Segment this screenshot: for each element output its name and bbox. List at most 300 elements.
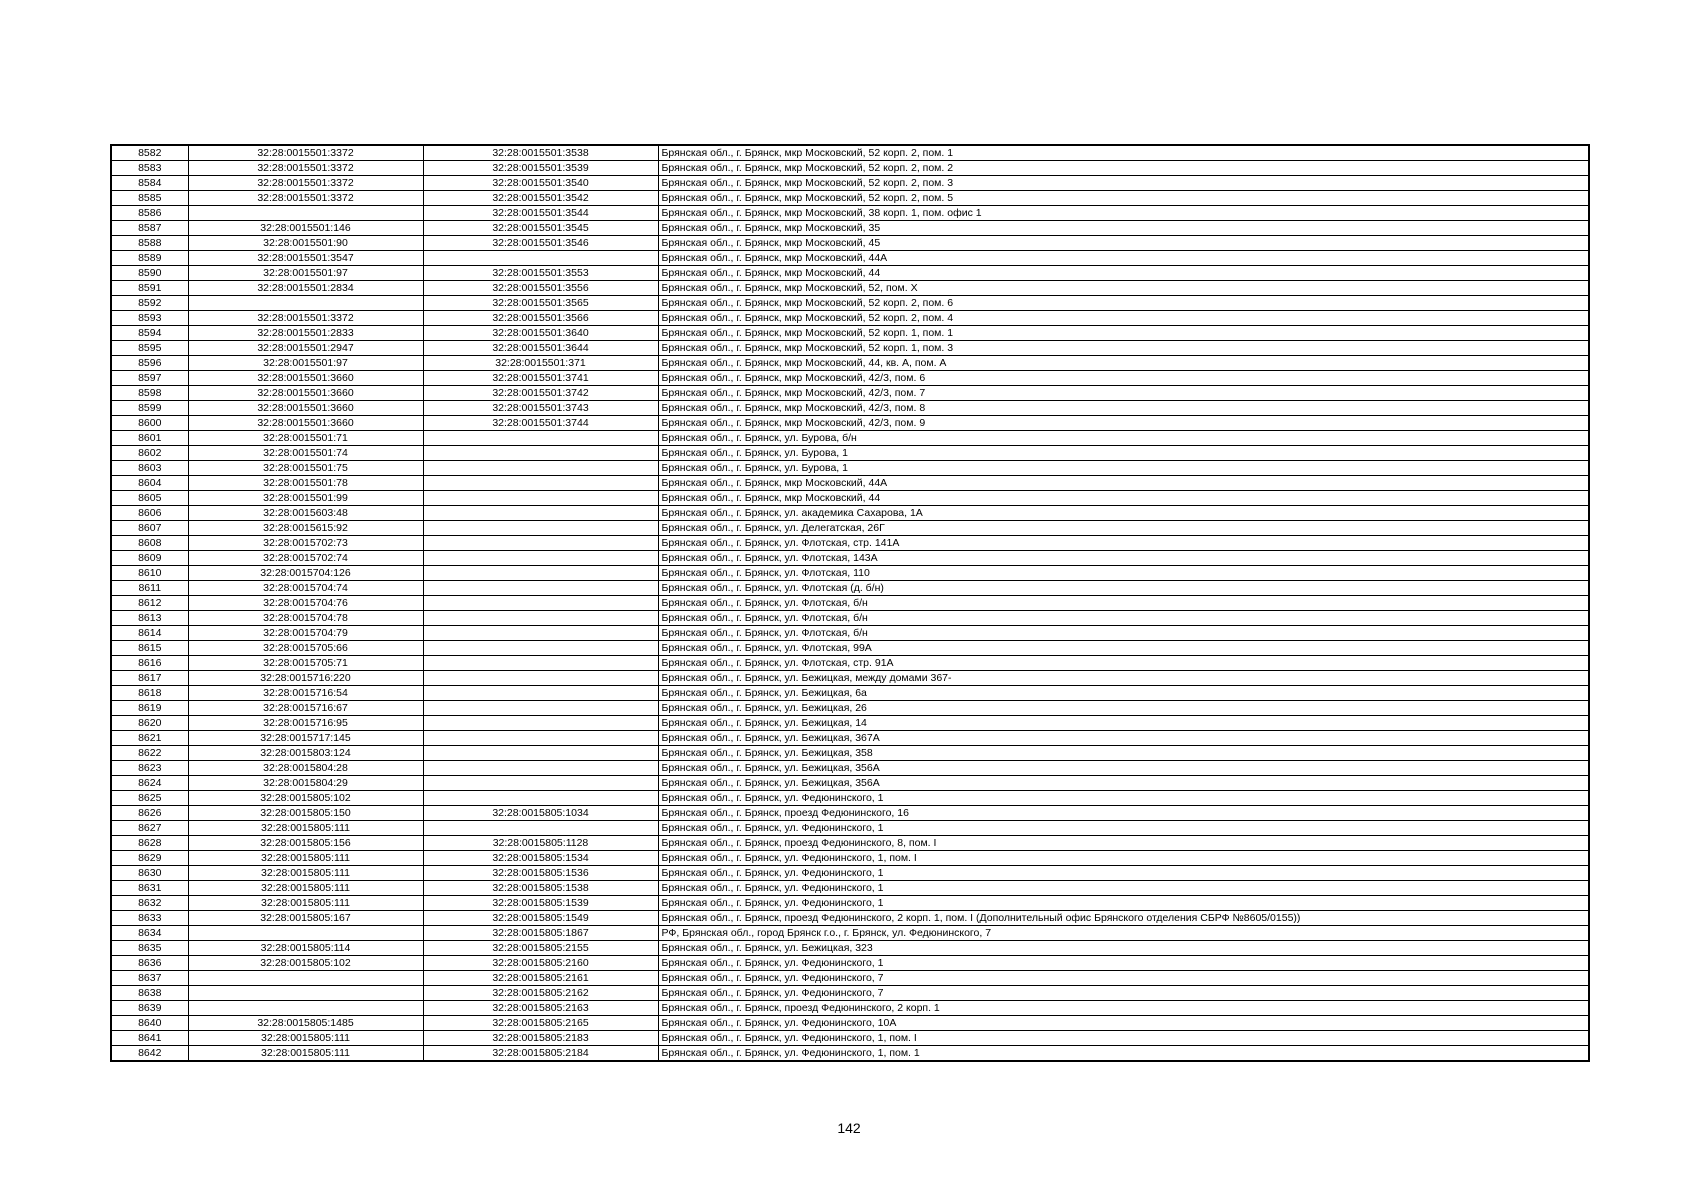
- parent-cadastral-number-cell: 32:28:0015501:2834: [188, 281, 423, 296]
- address-cell: Брянская обл., г. Брянск, ул. Федюнинского, 1: [658, 791, 1589, 806]
- cadastral-number-cell: [423, 731, 658, 746]
- parent-cadastral-number-cell: 32:28:0015804:29: [188, 776, 423, 791]
- parent-cadastral-number-cell: [188, 296, 423, 311]
- parent-cadastral-number-cell: 32:28:0015501:3372: [188, 311, 423, 326]
- cadastral-number-cell: [423, 446, 658, 461]
- parent-cadastral-number-cell: 32:28:0015501:90: [188, 236, 423, 251]
- cadastral-number-cell: [423, 791, 658, 806]
- address-cell: Брянская обл., г. Брянск, ул. Бурова, 1: [658, 461, 1589, 476]
- address-cell: Брянская обл., г. Брянск, ул. Флотская, стр. 91А: [658, 656, 1589, 671]
- parent-cadastral-number-cell: 32:28:0015603:48: [188, 506, 423, 521]
- address-cell: Брянская обл., г. Брянск, ул. Федюнинского, 1, пом. I: [658, 851, 1589, 866]
- cadastral-number-cell: 32:28:0015501:3640: [423, 326, 658, 341]
- address-cell: Брянская обл., г. Брянск, ул. Федюнинского, 7: [658, 986, 1589, 1001]
- table-row: [111, 671, 1589, 686]
- address-cell: Брянская обл., г. Брянск, проезд Федюнинского, 16: [658, 806, 1589, 821]
- parent-cadastral-number-cell: [188, 971, 423, 986]
- table-row: [111, 731, 1589, 746]
- parent-cadastral-number-cell: 32:28:0015805:111: [188, 851, 423, 866]
- row-number-cell: 8589: [111, 251, 188, 266]
- table-row: [111, 311, 1589, 326]
- parent-cadastral-number-cell: 32:28:0015805:1485: [188, 1016, 423, 1031]
- row-number-cell: 8617: [111, 671, 188, 686]
- table-row: [111, 956, 1589, 971]
- table-row: [111, 926, 1589, 941]
- row-number-cell: 8619: [111, 701, 188, 716]
- parent-cadastral-number-cell: 32:28:0015501:3547: [188, 251, 423, 266]
- table-row: [111, 941, 1589, 956]
- cadastral-number-cell: 32:28:0015805:2160: [423, 956, 658, 971]
- parent-cadastral-number-cell: 32:28:0015501:75: [188, 461, 423, 476]
- cadastral-number-cell: [423, 566, 658, 581]
- table-row: [111, 266, 1589, 281]
- cadastral-number-cell: 32:28:0015501:3544: [423, 206, 658, 221]
- cadastral-number-cell: 32:28:0015501:3744: [423, 416, 658, 431]
- row-number-cell: 8586: [111, 206, 188, 221]
- row-number-cell: 8629: [111, 851, 188, 866]
- parent-cadastral-number-cell: 32:28:0015804:28: [188, 761, 423, 776]
- cadastral-number-cell: 32:28:0015805:1034: [423, 806, 658, 821]
- cadastral-number-cell: [423, 671, 658, 686]
- table-row: [111, 401, 1589, 416]
- address-cell: Брянская обл., г. Брянск, проезд Федюнинского, 2 корп. 1: [658, 1001, 1589, 1016]
- cadastral-number-cell: [423, 686, 658, 701]
- row-number-cell: 8634: [111, 926, 188, 941]
- address-cell: Брянская обл., г. Брянск, мкр Московский, 38 корп. 1, пом. офис 1: [658, 206, 1589, 221]
- address-cell: Брянская обл., г. Брянск, ул. Федюнинского, 1: [658, 866, 1589, 881]
- row-number-cell: 8625: [111, 791, 188, 806]
- cadastral-number-cell: [423, 641, 658, 656]
- row-number-cell: 8607: [111, 521, 188, 536]
- parent-cadastral-number-cell: 32:28:0015716:220: [188, 671, 423, 686]
- table-row: [111, 161, 1589, 176]
- table-row: [111, 176, 1589, 191]
- cadastral-number-cell: 32:28:0015805:1128: [423, 836, 658, 851]
- table-row: [111, 446, 1589, 461]
- parent-cadastral-number-cell: 32:28:0015501:2833: [188, 326, 423, 341]
- table-row: [111, 221, 1589, 236]
- cadastral-number-cell: 32:28:0015501:3565: [423, 296, 658, 311]
- table-row: [111, 776, 1589, 791]
- table-row: [111, 206, 1589, 221]
- row-number-cell: 8594: [111, 326, 188, 341]
- address-cell: Брянская обл., г. Брянск, ул. Бежицкая, 323: [658, 941, 1589, 956]
- table-row: [111, 866, 1589, 881]
- table-row: [111, 145, 1589, 161]
- cadastral-number-cell: 32:28:0015501:3743: [423, 401, 658, 416]
- table-row: [111, 191, 1589, 206]
- address-cell: Брянская обл., г. Брянск, ул. Бурова, 1: [658, 446, 1589, 461]
- row-number-cell: 8598: [111, 386, 188, 401]
- row-number-cell: 8595: [111, 341, 188, 356]
- row-number-cell: 8591: [111, 281, 188, 296]
- parent-cadastral-number-cell: 32:28:0015805:102: [188, 791, 423, 806]
- table-row: [111, 986, 1589, 1001]
- parent-cadastral-number-cell: 32:28:0015702:74: [188, 551, 423, 566]
- table-row: [111, 1001, 1589, 1016]
- parent-cadastral-number-cell: [188, 926, 423, 941]
- cadastral-number-cell: 32:28:0015501:3540: [423, 176, 658, 191]
- address-cell: Брянская обл., г. Брянск, ул. Федюнинского, 1, пом. I: [658, 1031, 1589, 1046]
- address-cell: Брянская обл., г. Брянск, ул. Флотская, 110: [658, 566, 1589, 581]
- table-row: [111, 746, 1589, 761]
- address-cell: Брянская обл., г. Брянск, ул. Федюнинского, 7: [658, 971, 1589, 986]
- row-number-cell: 8637: [111, 971, 188, 986]
- cadastral-number-cell: [423, 251, 658, 266]
- table-row: [111, 326, 1589, 341]
- table-row: [111, 236, 1589, 251]
- cadastral-number-cell: 32:28:0015501:3545: [423, 221, 658, 236]
- address-cell: Брянская обл., г. Брянск, ул. Флотская, 143А: [658, 551, 1589, 566]
- row-number-cell: 8601: [111, 431, 188, 446]
- table-row: [111, 641, 1589, 656]
- parent-cadastral-number-cell: 32:28:0015805:111: [188, 896, 423, 911]
- cadastral-number-cell: [423, 596, 658, 611]
- cadastral-number-cell: [423, 521, 658, 536]
- row-number-cell: 8602: [111, 446, 188, 461]
- table-row: [111, 581, 1589, 596]
- address-cell: Брянская обл., г. Брянск, мкр Московский, 44А: [658, 251, 1589, 266]
- parent-cadastral-number-cell: 32:28:0015717:145: [188, 731, 423, 746]
- parent-cadastral-number-cell: 32:28:0015702:73: [188, 536, 423, 551]
- address-cell: Брянская обл., г. Брянск, мкр Московский, 35: [658, 221, 1589, 236]
- table-row: [111, 701, 1589, 716]
- parent-cadastral-number-cell: 32:28:0015805:111: [188, 821, 423, 836]
- address-cell: Брянская обл., г. Брянск, мкр Московский, 42/3, пом. 6: [658, 371, 1589, 386]
- parent-cadastral-number-cell: [188, 1001, 423, 1016]
- address-cell: Брянская обл., г. Брянск, ул. Федюнинского, 1: [658, 821, 1589, 836]
- table-row: [111, 506, 1589, 521]
- parent-cadastral-number-cell: 32:28:0015704:76: [188, 596, 423, 611]
- row-number-cell: 8609: [111, 551, 188, 566]
- cadastral-number-cell: 32:28:0015805:1536: [423, 866, 658, 881]
- row-number-cell: 8590: [111, 266, 188, 281]
- page-number: 142: [837, 1120, 861, 1136]
- parent-cadastral-number-cell: 32:28:0015705:66: [188, 641, 423, 656]
- table-row: [111, 536, 1589, 551]
- address-cell: Брянская обл., г. Брянск, мкр Московский, 44: [658, 491, 1589, 506]
- parent-cadastral-number-cell: 32:28:0015704:79: [188, 626, 423, 641]
- address-cell: Брянская обл., г. Брянск, мкр Московский, 52 корп. 2, пом. 5: [658, 191, 1589, 206]
- cadastral-number-cell: [423, 551, 658, 566]
- cadastral-number-cell: [423, 626, 658, 641]
- address-cell: Брянская обл., г. Брянск, мкр Московский, 42/3, пом. 9: [658, 416, 1589, 431]
- parent-cadastral-number-cell: 32:28:0015501:3660: [188, 416, 423, 431]
- table-row: [111, 341, 1589, 356]
- parent-cadastral-number-cell: 32:28:0015501:97: [188, 356, 423, 371]
- table-row: [111, 1046, 1589, 1062]
- cadastral-number-cell: [423, 581, 658, 596]
- row-number-cell: 8622: [111, 746, 188, 761]
- table-row: [111, 656, 1589, 671]
- parent-cadastral-number-cell: 32:28:0015704:78: [188, 611, 423, 626]
- cadastral-number-cell: 32:28:0015501:3556: [423, 281, 658, 296]
- parent-cadastral-number-cell: 32:28:0015716:54: [188, 686, 423, 701]
- table-row: [111, 296, 1589, 311]
- parent-cadastral-number-cell: 32:28:0015805:167: [188, 911, 423, 926]
- parent-cadastral-number-cell: 32:28:0015805:111: [188, 1031, 423, 1046]
- row-number-cell: 8615: [111, 641, 188, 656]
- parent-cadastral-number-cell: 32:28:0015805:114: [188, 941, 423, 956]
- row-number-cell: 8593: [111, 311, 188, 326]
- table-row: [111, 431, 1589, 446]
- table-row: [111, 881, 1589, 896]
- address-cell: Брянская обл., г. Брянск, ул. Бежицкая, 358: [658, 746, 1589, 761]
- parent-cadastral-number-cell: 32:28:0015704:126: [188, 566, 423, 581]
- parent-cadastral-number-cell: 32:28:0015803:124: [188, 746, 423, 761]
- table-row: [111, 686, 1589, 701]
- address-cell: Брянская обл., г. Брянск, мкр Московский, 44: [658, 266, 1589, 281]
- address-cell: Брянская обл., г. Брянск, мкр Московский, 44, кв. А, пом. А: [658, 356, 1589, 371]
- table-row: [111, 971, 1589, 986]
- row-number-cell: 8631: [111, 881, 188, 896]
- parent-cadastral-number-cell: 32:28:0015704:74: [188, 581, 423, 596]
- table-row: [111, 851, 1589, 866]
- row-number-cell: 8636: [111, 956, 188, 971]
- parent-cadastral-number-cell: 32:28:0015501:3372: [188, 191, 423, 206]
- cadastral-number-cell: 32:28:0015501:3566: [423, 311, 658, 326]
- address-cell: Брянская обл., г. Брянск, ул. Федюнинского, 1: [658, 956, 1589, 971]
- row-number-cell: 8623: [111, 761, 188, 776]
- row-number-cell: 8616: [111, 656, 188, 671]
- registry-table-body: [111, 145, 1589, 1061]
- cadastral-number-cell: 32:28:0015501:3742: [423, 386, 658, 401]
- parent-cadastral-number-cell: 32:28:0015805:111: [188, 1046, 423, 1062]
- row-number-cell: 8603: [111, 461, 188, 476]
- parent-cadastral-number-cell: 32:28:0015615:92: [188, 521, 423, 536]
- parent-cadastral-number-cell: 32:28:0015805:102: [188, 956, 423, 971]
- row-number-cell: 8630: [111, 866, 188, 881]
- row-number-cell: 8604: [111, 476, 188, 491]
- cadastral-number-cell: 32:28:0015501:3538: [423, 145, 658, 161]
- address-cell: Брянская обл., г. Брянск, ул. Бежицкая, 356А: [658, 761, 1589, 776]
- table-row: [111, 896, 1589, 911]
- address-cell: Брянская обл., г. Брянск, мкр Московский, 52 корп. 2, пом. 4: [658, 311, 1589, 326]
- table-row: [111, 596, 1589, 611]
- row-number-cell: 8633: [111, 911, 188, 926]
- address-cell: Брянская обл., г. Брянск, мкр Московский, 52 корп. 2, пом. 2: [658, 161, 1589, 176]
- table-row: [111, 821, 1589, 836]
- address-cell: Брянская обл., г. Брянск, ул. Бежицкая, 367А: [658, 731, 1589, 746]
- table-row: [111, 416, 1589, 431]
- parent-cadastral-number-cell: 32:28:0015501:3372: [188, 176, 423, 191]
- parent-cadastral-number-cell: 32:28:0015805:111: [188, 881, 423, 896]
- address-cell: Брянская обл., г. Брянск, ул. Бежицкая, между домами 367-: [658, 671, 1589, 686]
- address-cell: Брянская обл., г. Брянск, ул. Флотская, 99А: [658, 641, 1589, 656]
- row-number-cell: 8597: [111, 371, 188, 386]
- row-number-cell: 8628: [111, 836, 188, 851]
- row-number-cell: 8614: [111, 626, 188, 641]
- table-row: [111, 461, 1589, 476]
- row-number-cell: 8582: [111, 145, 188, 161]
- table-row: [111, 626, 1589, 641]
- row-number-cell: 8596: [111, 356, 188, 371]
- parent-cadastral-number-cell: 32:28:0015501:3660: [188, 401, 423, 416]
- row-number-cell: 8611: [111, 581, 188, 596]
- table-row: [111, 1031, 1589, 1046]
- table-row: [111, 566, 1589, 581]
- row-number-cell: 8585: [111, 191, 188, 206]
- cadastral-number-cell: [423, 821, 658, 836]
- cadastral-number-cell: 32:28:0015501:371: [423, 356, 658, 371]
- address-cell: Брянская обл., г. Брянск, ул. Флотская (д. б/н): [658, 581, 1589, 596]
- table-row: [111, 911, 1589, 926]
- row-number-cell: 8613: [111, 611, 188, 626]
- cadastral-number-cell: 32:28:0015805:1867: [423, 926, 658, 941]
- table-row: [111, 761, 1589, 776]
- row-number-cell: 8624: [111, 776, 188, 791]
- address-cell: Брянская обл., г. Брянск, ул. академика Сахарова, 1А: [658, 506, 1589, 521]
- cadastral-number-cell: 32:28:0015501:3542: [423, 191, 658, 206]
- parent-cadastral-number-cell: 32:28:0015805:111: [188, 866, 423, 881]
- row-number-cell: 8599: [111, 401, 188, 416]
- table-row: [111, 1016, 1589, 1031]
- cadastral-number-cell: 32:28:0015805:2184: [423, 1046, 658, 1062]
- address-cell: Брянская обл., г. Брянск, мкр Московский, 52, пом. X: [658, 281, 1589, 296]
- cadastral-number-cell: [423, 506, 658, 521]
- table-row: [111, 371, 1589, 386]
- table-row: [111, 521, 1589, 536]
- address-cell: Брянская обл., г. Брянск, ул. Бурова, б/н: [658, 431, 1589, 446]
- parent-cadastral-number-cell: 32:28:0015716:95: [188, 716, 423, 731]
- table-row: [111, 251, 1589, 266]
- row-number-cell: 8627: [111, 821, 188, 836]
- cadastral-number-cell: 32:28:0015501:3539: [423, 161, 658, 176]
- row-number-cell: 8618: [111, 686, 188, 701]
- parent-cadastral-number-cell: 32:28:0015501:99: [188, 491, 423, 506]
- cadastral-number-cell: 32:28:0015501:3741: [423, 371, 658, 386]
- row-number-cell: 8640: [111, 1016, 188, 1031]
- row-number-cell: 8600: [111, 416, 188, 431]
- row-number-cell: 8641: [111, 1031, 188, 1046]
- table-row: [111, 836, 1589, 851]
- cadastral-number-cell: 32:28:0015501:3644: [423, 341, 658, 356]
- address-cell: Брянская обл., г. Брянск, мкр Московский, 42/3, пом. 8: [658, 401, 1589, 416]
- row-number-cell: 8587: [111, 221, 188, 236]
- parent-cadastral-number-cell: [188, 206, 423, 221]
- address-cell: Брянская обл., г. Брянск, ул. Федюнинского, 1: [658, 896, 1589, 911]
- row-number-cell: 8583: [111, 161, 188, 176]
- parent-cadastral-number-cell: 32:28:0015501:146: [188, 221, 423, 236]
- table-row: [111, 716, 1589, 731]
- row-number-cell: 8608: [111, 536, 188, 551]
- address-cell: Брянская обл., г. Брянск, ул. Бежицкая, 26: [658, 701, 1589, 716]
- cadastral-number-cell: [423, 461, 658, 476]
- cadastral-number-cell: [423, 701, 658, 716]
- cadastral-number-cell: 32:28:0015501:3553: [423, 266, 658, 281]
- row-number-cell: 8638: [111, 986, 188, 1001]
- address-cell: Брянская обл., г. Брянск, ул. Флотская, б/н: [658, 596, 1589, 611]
- address-cell: Брянская обл., г. Брянск, ул. Федюнинского, 10А: [658, 1016, 1589, 1031]
- row-number-cell: 8610: [111, 566, 188, 581]
- cadastral-number-cell: 32:28:0015805:2183: [423, 1031, 658, 1046]
- parent-cadastral-number-cell: 32:28:0015501:3372: [188, 161, 423, 176]
- address-cell: Брянская обл., г. Брянск, ул. Бежицкая, 6а: [658, 686, 1589, 701]
- address-cell: Брянская обл., г. Брянск, мкр Московский, 52 корп. 2, пом. 6: [658, 296, 1589, 311]
- table-row: [111, 476, 1589, 491]
- parent-cadastral-number-cell: 32:28:0015501:3660: [188, 386, 423, 401]
- parent-cadastral-number-cell: 32:28:0015501:3660: [188, 371, 423, 386]
- address-cell: Брянская обл., г. Брянск, мкр Московский, 52 корп. 1, пом. 3: [658, 341, 1589, 356]
- cadastral-number-cell: 32:28:0015805:1538: [423, 881, 658, 896]
- address-cell: Брянская обл., г. Брянск, ул. Флотская, б/н: [658, 611, 1589, 626]
- cadastral-number-cell: [423, 776, 658, 791]
- parent-cadastral-number-cell: 32:28:0015501:97: [188, 266, 423, 281]
- table-row: [111, 611, 1589, 626]
- cadastral-number-cell: [423, 536, 658, 551]
- address-cell: Брянская обл., г. Брянск, мкр Московский, 52 корп. 2, пом. 3: [658, 176, 1589, 191]
- table-row: [111, 551, 1589, 566]
- cadastral-number-cell: 32:28:0015805:2155: [423, 941, 658, 956]
- parent-cadastral-number-cell: 32:28:0015705:71: [188, 656, 423, 671]
- address-cell: Брянская обл., г. Брянск, ул. Федюнинского, 1: [658, 881, 1589, 896]
- row-number-cell: 8606: [111, 506, 188, 521]
- table-row: [111, 791, 1589, 806]
- cadastral-number-cell: 32:28:0015805:2162: [423, 986, 658, 1001]
- parent-cadastral-number-cell: 32:28:0015716:67: [188, 701, 423, 716]
- row-number-cell: 8612: [111, 596, 188, 611]
- address-cell: Брянская обл., г. Брянск, мкр Московский, 52 корп. 2, пом. 1: [658, 145, 1589, 161]
- cadastral-number-cell: 32:28:0015805:1549: [423, 911, 658, 926]
- cadastral-number-cell: 32:28:0015805:1539: [423, 896, 658, 911]
- registry-table: [110, 144, 1590, 1062]
- table-row: [111, 491, 1589, 506]
- cadastral-number-cell: 32:28:0015805:2161: [423, 971, 658, 986]
- parent-cadastral-number-cell: 32:28:0015805:156: [188, 836, 423, 851]
- cadastral-number-cell: 32:28:0015805:1534: [423, 851, 658, 866]
- table-row: [111, 356, 1589, 371]
- cadastral-number-cell: 32:28:0015805:2165: [423, 1016, 658, 1031]
- cadastral-number-cell: [423, 611, 658, 626]
- row-number-cell: 8620: [111, 716, 188, 731]
- table-row: [111, 806, 1589, 821]
- address-cell: Брянская обл., г. Брянск, мкр Московский, 44А: [658, 476, 1589, 491]
- row-number-cell: 8588: [111, 236, 188, 251]
- parent-cadastral-number-cell: 32:28:0015501:2947: [188, 341, 423, 356]
- cadastral-number-cell: [423, 716, 658, 731]
- address-cell: Брянская обл., г. Брянск, ул. Флотская, стр. 141А: [658, 536, 1589, 551]
- parent-cadastral-number-cell: 32:28:0015501:3372: [188, 145, 423, 161]
- parent-cadastral-number-cell: 32:28:0015805:150: [188, 806, 423, 821]
- cadastral-number-cell: [423, 476, 658, 491]
- row-number-cell: 8632: [111, 896, 188, 911]
- address-cell: Брянская обл., г. Брянск, мкр Московский, 42/3, пом. 7: [658, 386, 1589, 401]
- address-cell: Брянская обл., г. Брянск, мкр Московский, 52 корп. 1, пом. 1: [658, 326, 1589, 341]
- address-cell: РФ, Брянская обл., город Брянск г.о., г. Брянск, ул. Федюнинского, 7: [658, 926, 1589, 941]
- cadastral-number-cell: [423, 656, 658, 671]
- row-number-cell: 8635: [111, 941, 188, 956]
- row-number-cell: 8584: [111, 176, 188, 191]
- address-cell: Брянская обл., г. Брянск, ул. Бежицкая, 14: [658, 716, 1589, 731]
- row-number-cell: 8626: [111, 806, 188, 821]
- cadastral-number-cell: [423, 491, 658, 506]
- parent-cadastral-number-cell: 32:28:0015501:74: [188, 446, 423, 461]
- row-number-cell: 8621: [111, 731, 188, 746]
- cadastral-number-cell: [423, 746, 658, 761]
- parent-cadastral-number-cell: 32:28:0015501:71: [188, 431, 423, 446]
- cadastral-number-cell: 32:28:0015501:3546: [423, 236, 658, 251]
- cadastral-number-cell: 32:28:0015805:2163: [423, 1001, 658, 1016]
- address-cell: Брянская обл., г. Брянск, проезд Федюнинского, 2 корп. 1, пом. I (Дополнительный офис Брянского отделения СБРФ №8605/0155)): [658, 911, 1589, 926]
- address-cell: Брянская обл., г. Брянск, мкр Московский, 45: [658, 236, 1589, 251]
- address-cell: Брянская обл., г. Брянск, ул. Делегатская, 26Г: [658, 521, 1589, 536]
- row-number-cell: 8639: [111, 1001, 188, 1016]
- table-row: [111, 386, 1589, 401]
- cadastral-number-cell: [423, 761, 658, 776]
- address-cell: Брянская обл., г. Брянск, проезд Федюнинского, 8, пом. I: [658, 836, 1589, 851]
- row-number-cell: 8592: [111, 296, 188, 311]
- address-cell: Брянская обл., г. Брянск, ул. Бежицкая, 356А: [658, 776, 1589, 791]
